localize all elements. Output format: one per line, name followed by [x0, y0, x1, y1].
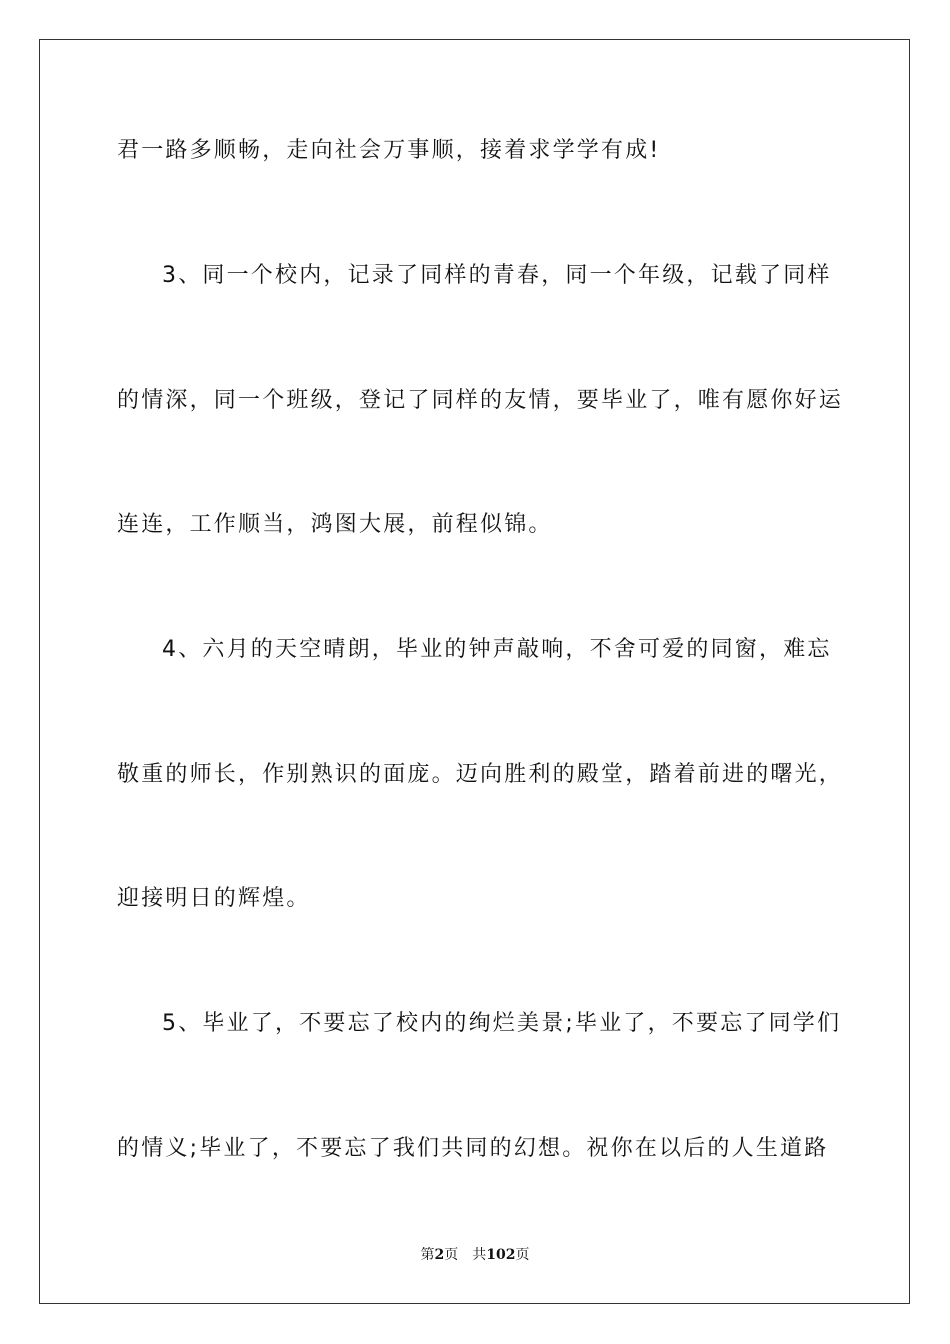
text-line: 的情深，同一个班级，登记了同样的友情，要毕业了，唯有愿你好运	[117, 388, 844, 413]
text-line: 4、六月的天空晴朗，毕业的钟声敲响，不舍可爱的同窗，难忘	[162, 637, 832, 662]
text-line: 5、毕业了，不要忘了校内的绚烂美景;毕业了，不要忘了同学们	[162, 1011, 842, 1036]
page-suffix: 页	[444, 1247, 459, 1263]
text-line: 敬重的师长，作别熟识的面庞。迈向胜利的殿堂，踏着前进的曙光，	[117, 762, 844, 787]
total-suffix: 页	[515, 1247, 530, 1263]
page-prefix: 第	[420, 1247, 435, 1263]
text-line: 的情义;毕业了，不要忘了我们共同的幻想。祝你在以后的人生道路	[117, 1136, 829, 1161]
page-footer	[0, 1245, 950, 1265]
text-line: 君一路多顺畅，走向社会万事顺，接着求学学有成!	[117, 138, 661, 163]
text-line: 连连，工作顺当，鸿图大展，前程似锦。	[117, 512, 553, 537]
text-line: 3、同一个校内，记录了同样的青春，同一个年级，记载了同样	[162, 263, 832, 288]
total-pages: 102	[486, 1247, 516, 1263]
page-border	[39, 39, 910, 1304]
text-line: 迎接明日的辉煌。	[117, 886, 311, 911]
page-number: 2	[434, 1247, 445, 1263]
total-prefix: 共	[472, 1247, 487, 1263]
